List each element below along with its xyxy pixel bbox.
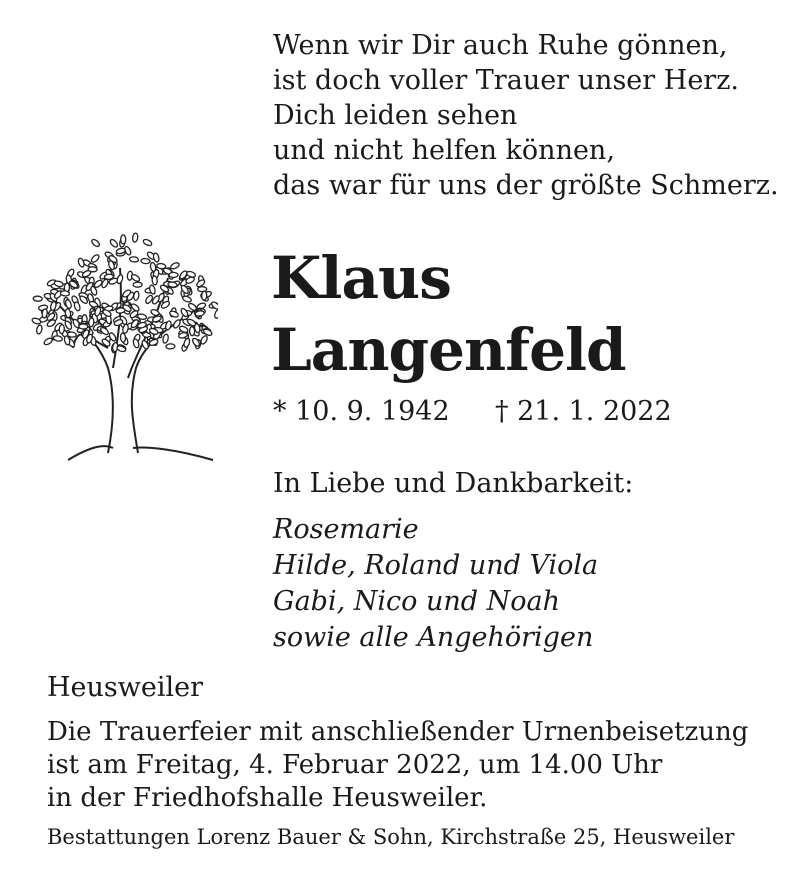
leaf-mark: [133, 282, 142, 287]
poem-line: und nicht helfen können,: [273, 135, 615, 166]
leaf-mark: [121, 235, 126, 244]
birth-date: * 10. 9. 1942: [273, 396, 450, 427]
family-member: Rosemarie: [273, 514, 419, 545]
leaf-mark: [214, 309, 218, 319]
leaf-mark: [79, 324, 88, 329]
life-dates: [273, 396, 672, 427]
leaf-mark: [65, 299, 73, 309]
leaf-mark: [33, 296, 42, 301]
poem-line: Wenn wir Dir auch Ruhe gönnen,: [273, 30, 728, 61]
leaf-mark: [88, 267, 97, 272]
poem-line: Dich leiden sehen: [273, 100, 518, 131]
leaf-mark: [99, 326, 109, 336]
family-list: [273, 512, 598, 656]
leaf-mark: [200, 335, 209, 345]
leaf-mark: [170, 262, 180, 270]
leaf-mark: [53, 335, 63, 342]
family-member: sowie alle Angehörigen: [273, 622, 594, 653]
leaf-mark: [132, 233, 138, 243]
family-member: Gabi, Nico und Noah: [273, 586, 560, 617]
funeral-home: Bestattungen Lorenz Bauer & Sohn, Kirchstraße 25, Heusweiler: [47, 825, 735, 849]
last-name: Langenfeld: [271, 316, 626, 384]
leaf-mark: [130, 273, 140, 282]
thanks-line: In Liebe und Dankbarkeit:: [273, 468, 634, 499]
leaf-mark: [65, 308, 71, 318]
leaf-mark: [168, 282, 178, 288]
leaf-mark: [101, 278, 110, 288]
leaf-mark: [191, 337, 200, 347]
leaf-mark: [42, 309, 48, 319]
ceremony-line: ist am Freitag, 4. Februar 2022, um 14.00 Uhr: [47, 750, 663, 780]
poem-line: das war für uns der größte Schmerz.: [273, 170, 779, 201]
family-member: Hilde, Roland und Viola: [273, 550, 599, 581]
ceremony-line: in der Friedhofshalle Heusweiler.: [47, 783, 488, 813]
poem-line: ist doch voller Trauer unser Herz.: [273, 65, 740, 96]
tree-illustration: [28, 228, 218, 467]
first-name: Klaus: [271, 244, 451, 312]
leaf-mark: [202, 291, 207, 300]
poem: [273, 28, 779, 203]
leaf-mark: [90, 254, 100, 264]
ceremony-info: [47, 716, 748, 815]
leaf-mark: [109, 238, 119, 248]
leaf-mark: [60, 291, 69, 297]
leaf-mark: [59, 324, 64, 333]
leaf-mark: [77, 258, 85, 268]
leaf-mark: [129, 256, 138, 262]
leaf-mark: [73, 301, 81, 311]
leaf-mark: [120, 333, 126, 342]
leaf-mark: [180, 307, 189, 317]
death-date: † 21. 1. 2022: [495, 396, 672, 427]
place: Heusweiler: [47, 672, 204, 703]
leaf-mark: [166, 344, 175, 349]
leaf-mark: [141, 258, 150, 264]
leaf-mark: [169, 272, 178, 277]
leaf-mark: [169, 310, 179, 318]
leaf-mark: [152, 276, 158, 285]
leaf-mark: [182, 295, 192, 303]
leaf-mark: [91, 238, 101, 248]
leaf-mark: [185, 276, 195, 284]
leaf-mark: [43, 337, 53, 346]
leaf-mark: [183, 338, 191, 348]
ceremony-line: Die Trauerfeier mit anschließender Urnenbeisetzung: [47, 717, 749, 747]
leaf-mark: [156, 263, 165, 269]
leaf-mark: [162, 334, 169, 344]
leaf-mark: [142, 238, 152, 246]
leaf-mark: [36, 325, 43, 335]
leaf-mark: [210, 301, 218, 311]
leaf-mark: [153, 253, 160, 263]
leaf-mark: [116, 274, 124, 284]
leaf-mark: [130, 303, 140, 313]
